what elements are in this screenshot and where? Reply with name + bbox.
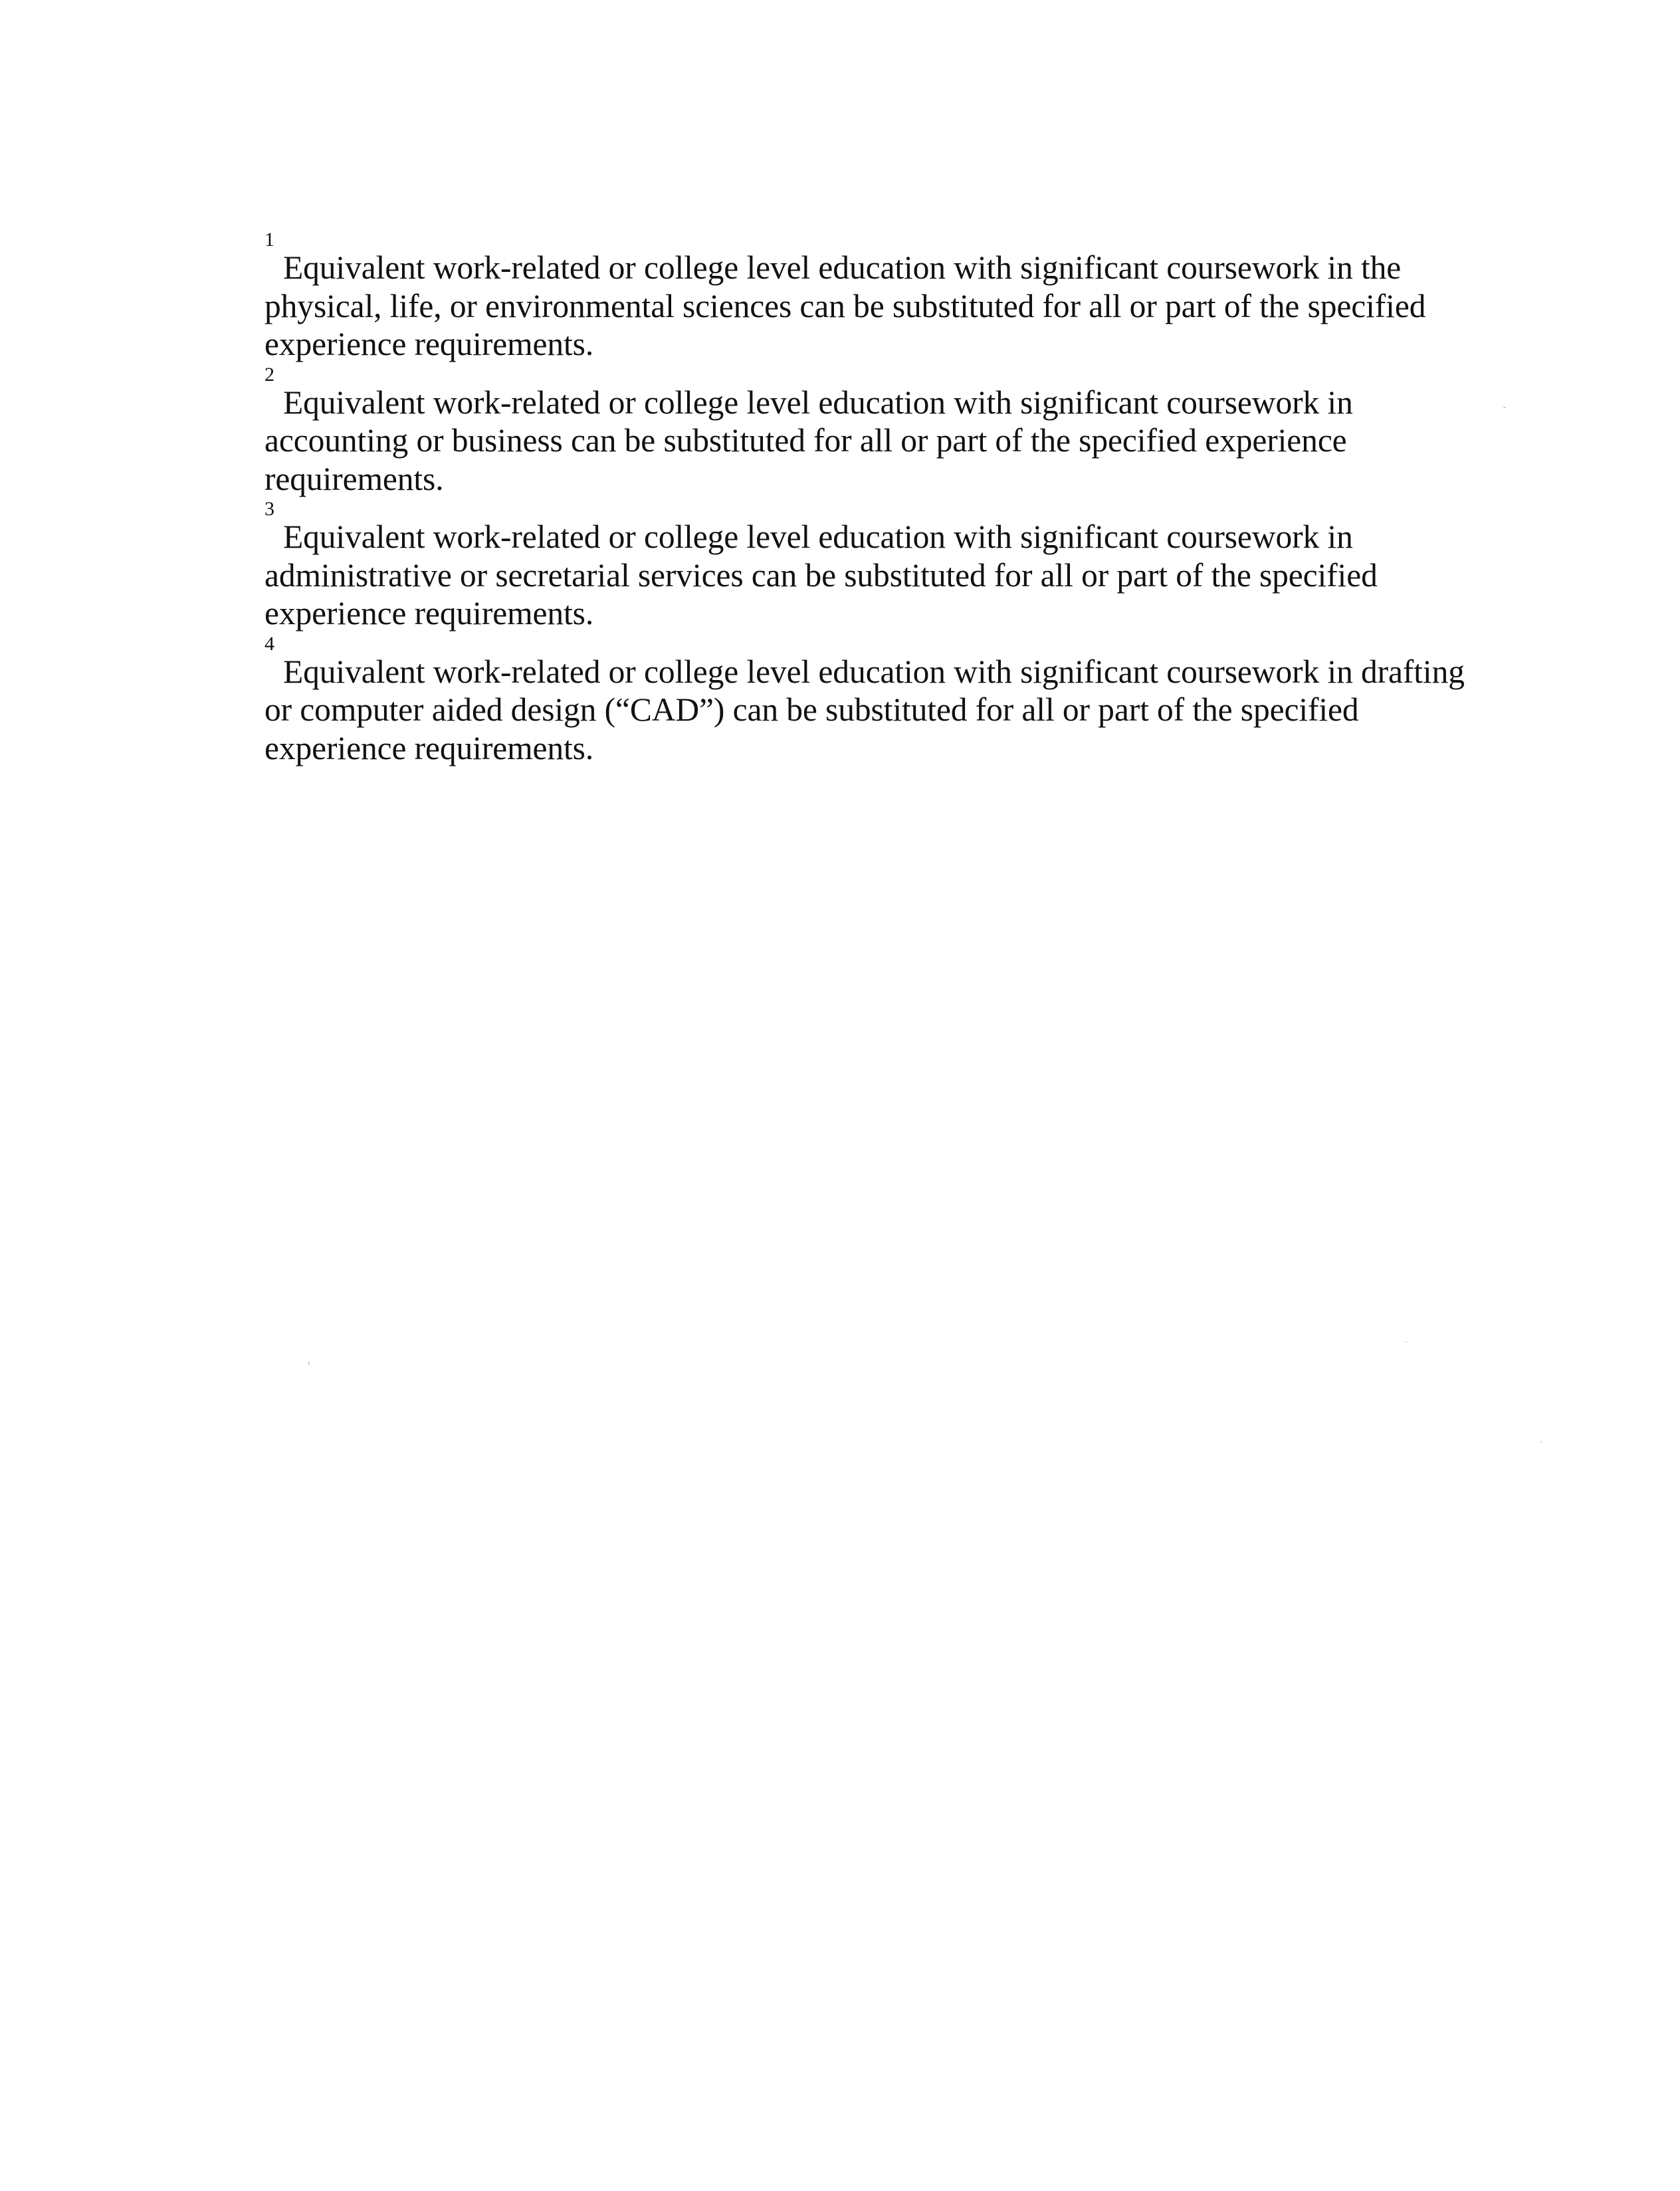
footnote-2 — [264, 363, 1487, 499]
footnote-4 — [264, 632, 1487, 768]
footnote-text: Equivalent work-related or college level education with significant coursework in the physical, life, or environmental sciences can be substituted for all or part of the specified experience requirements. — [264, 249, 1426, 362]
footnote-text: Equivalent work-related or college level education with significant coursework in accounting or business can be substituted for all or part of the specified experience requirements. — [264, 384, 1353, 497]
scan-speck — [1406, 1341, 1407, 1343]
footnote-number: 4 — [264, 632, 274, 655]
footnote-1 — [264, 229, 1487, 364]
footnote-text: Equivalent work-related or college level education with significant coursework in drafting or computer aided design (“CAD”) can be substituted for all or part of the specified experience requirements. — [264, 653, 1465, 766]
footnote-3 — [264, 498, 1487, 633]
footnote-number: 2 — [264, 363, 274, 386]
scan-speck — [1503, 407, 1506, 408]
footnote-number: 3 — [264, 498, 274, 520]
scan-speck — [1540, 1441, 1542, 1442]
scan-speck — [308, 1361, 310, 1365]
footnote-text: Equivalent work-related or college level education with significant coursework in administrative or secretarial services can be substituted for all or part of the specified experience requirements. — [264, 519, 1378, 632]
footnote-number: 1 — [264, 229, 274, 251]
footnotes-list — [264, 229, 1487, 771]
